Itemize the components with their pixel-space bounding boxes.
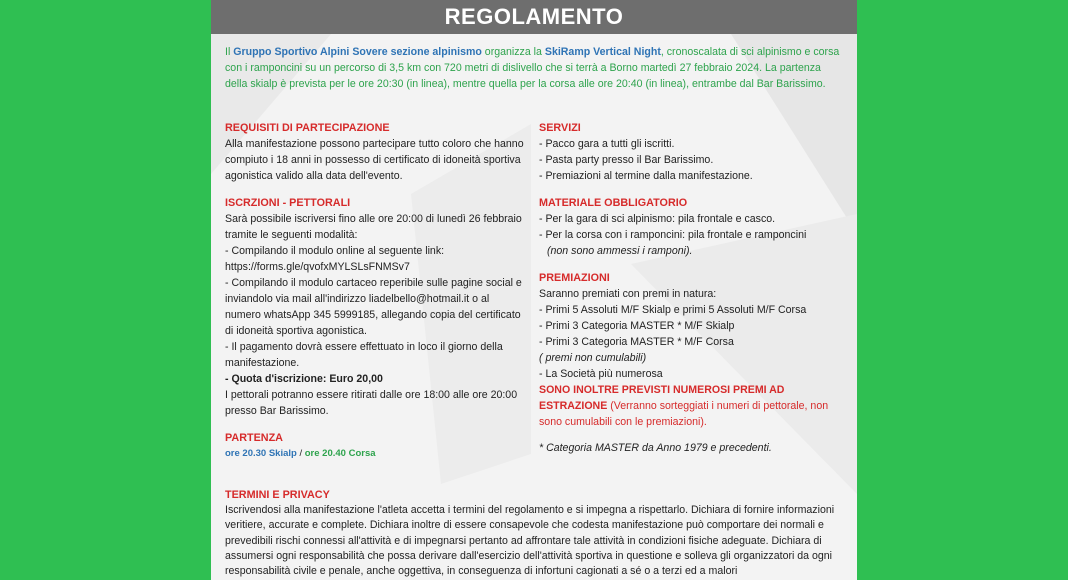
iscrizioni-title: ISCRZIONI - PETTORALI: [225, 197, 351, 209]
estrazione-bold: SONO INOLTRE PREVISTI NUMEROSI PREMI AD ESTRAZIONE: [539, 384, 785, 412]
requisiti-section: [225, 120, 525, 184]
regolamento-document: [211, 0, 857, 580]
materiale-title: MATERIALE OBBLIGATORIO: [539, 197, 688, 209]
event-name: SkiRamp Vertical Night: [544, 46, 661, 58]
premiazioni-section: [539, 270, 844, 456]
intro-mid: organizza la: [481, 46, 545, 58]
servizi-title: SERVIZI: [539, 122, 581, 134]
intro-paragraph: [225, 44, 845, 92]
premiazioni-item: - Primi 3 Categoria MASTER * M/F Skialp: [539, 320, 735, 332]
master-note: * Categoria MASTER da Anno 1979 e precedenti.: [539, 442, 772, 454]
organizer-name: Gruppo Sportivo Alpini Sovere sezione alpinismo: [233, 46, 482, 58]
premiazioni-item: - Primi 3 Categoria MASTER * M/F Corsa: [539, 336, 734, 348]
premiazioni-note: ( premi non cumulabili): [539, 352, 647, 364]
partenza-skialp: ore 20.30 Skialp: [225, 448, 297, 459]
iscrizioni-section: [225, 195, 525, 419]
header-bar: [211, 0, 857, 34]
iscrizioni-line: - Compilando il modulo online al seguente link: https://forms.gle/qvofxMYLSLsFNMSv7: [225, 245, 445, 273]
servizi-item: - Premiazioni al termine dalla manifestazione.: [539, 170, 753, 182]
intro-rest: , cronoscalata di sci alpinismo e corsa con i ramponcini su un percorso di 3,5 km con 720 metri di dislivello che si terrà a Borno martedì 27 febbraio 2024. La partenza della skialp è prevista per le ore 20:30 (in linea), mentre quella per la corsa alle ore 20:40 (in linea), entrambe dal Bar Barissimo.: [225, 46, 840, 90]
right-column: [539, 120, 844, 467]
premiazioni-item: - Primi 5 Assoluti M/F Skialp e primi 5 Assoluti M/F Corsa: [539, 304, 807, 316]
termini-text: Iscrivendosi alla manifestazione l'atleta accetta i termini del regolamento e si impegna a rispettarlo. Dichiara di fornire informazioni veritiere, accurate e complete. Dichiara inoltre di essere consapevole che codesta manifestazione può comportare dei normali e prevedibili rischi connessi all'attività e di impegnarsi pertanto ad affrontare tale attività in condizioni fisiche adeguate. Dichiara di assumersi ogni responsabilità che possa derivare dall'esercizio dell'attività sportiva in questione e solleva gli organizzatori da ogni responsabilità civile e penale, anche oggettiva, in conseguenza di infortuni cagionati a sé o a terzi ed a malori: [225, 504, 835, 578]
iscrizioni-line: Sarà possibile iscriversi fino alle ore 20:00 di lunedì 26 febbraio tramite le seguenti modalità:: [225, 213, 522, 241]
page-title: REGOLAMENTO: [444, 4, 624, 29]
termini-title: TERMINI E PRIVACY: [225, 489, 330, 501]
premiazioni-intro: Saranno premiati con premi in natura:: [539, 288, 717, 300]
intro-pre: Il: [225, 46, 234, 58]
termini-section: [225, 488, 850, 579]
requisiti-title: REQUISITI DI PARTECIPAZIONE: [225, 122, 390, 134]
estrazione-rest: (Verranno sorteggiati i numeri di pettorale, non sono cumulabili con le premiazioni).: [539, 400, 829, 428]
materiale-note: (non sono ammessi i ramponi).: [547, 245, 693, 257]
requisiti-text: Alla manifestazione possono partecipare tutto coloro che hanno compiuto i 18 anni in possesso di certificato di idoneità sportiva agonistica valido alla data dell'evento.: [225, 138, 524, 182]
partenza-times: [225, 446, 525, 462]
premiazioni-title: PREMIAZIONI: [539, 272, 610, 284]
materiale-item: - Per la gara di sci alpinismo: pila frontale e casco.: [539, 213, 776, 225]
premiazioni-societa: - La Società più numerosa: [539, 368, 663, 380]
materiale-item: - Per la corsa con i ramponcini: pila frontale e ramponcini: [539, 229, 807, 241]
servizi-item: - Pacco gara a tutti gli iscritti.: [539, 138, 675, 150]
partenza-corsa: ore 20.40 Corsa: [304, 448, 376, 459]
partenza-section: [225, 430, 525, 462]
iscrizioni-line: - Compilando il modulo cartaceo reperibile sulle pagine social e inviandolo via mail all'indirizzo liadelbello@hotmail.it o al numero whatsApp 345 5999185, allegando copia del certificato di idoneità sportiva agonistica.: [225, 277, 522, 337]
servizi-item: - Pasta party presso il Bar Barissimo.: [539, 154, 714, 166]
iscrizioni-line: - Il pagamento dovrà essere effettuato in loco il giorno della manifestazione.: [225, 341, 503, 369]
partenza-separator: /: [296, 448, 305, 459]
quota-iscrizione: - Quota d'iscrizione: Euro 20,00: [225, 373, 383, 385]
pettorali-text: I pettorali potranno essere ritirati dalle ore 18:00 alle ore 20:00 presso Bar Barissimo.: [225, 389, 518, 417]
servizi-section: [539, 120, 844, 184]
left-column: [225, 120, 525, 473]
materiale-section: [539, 195, 844, 259]
estrazione-text: [539, 382, 844, 430]
partenza-title: PARTENZA: [225, 432, 283, 444]
